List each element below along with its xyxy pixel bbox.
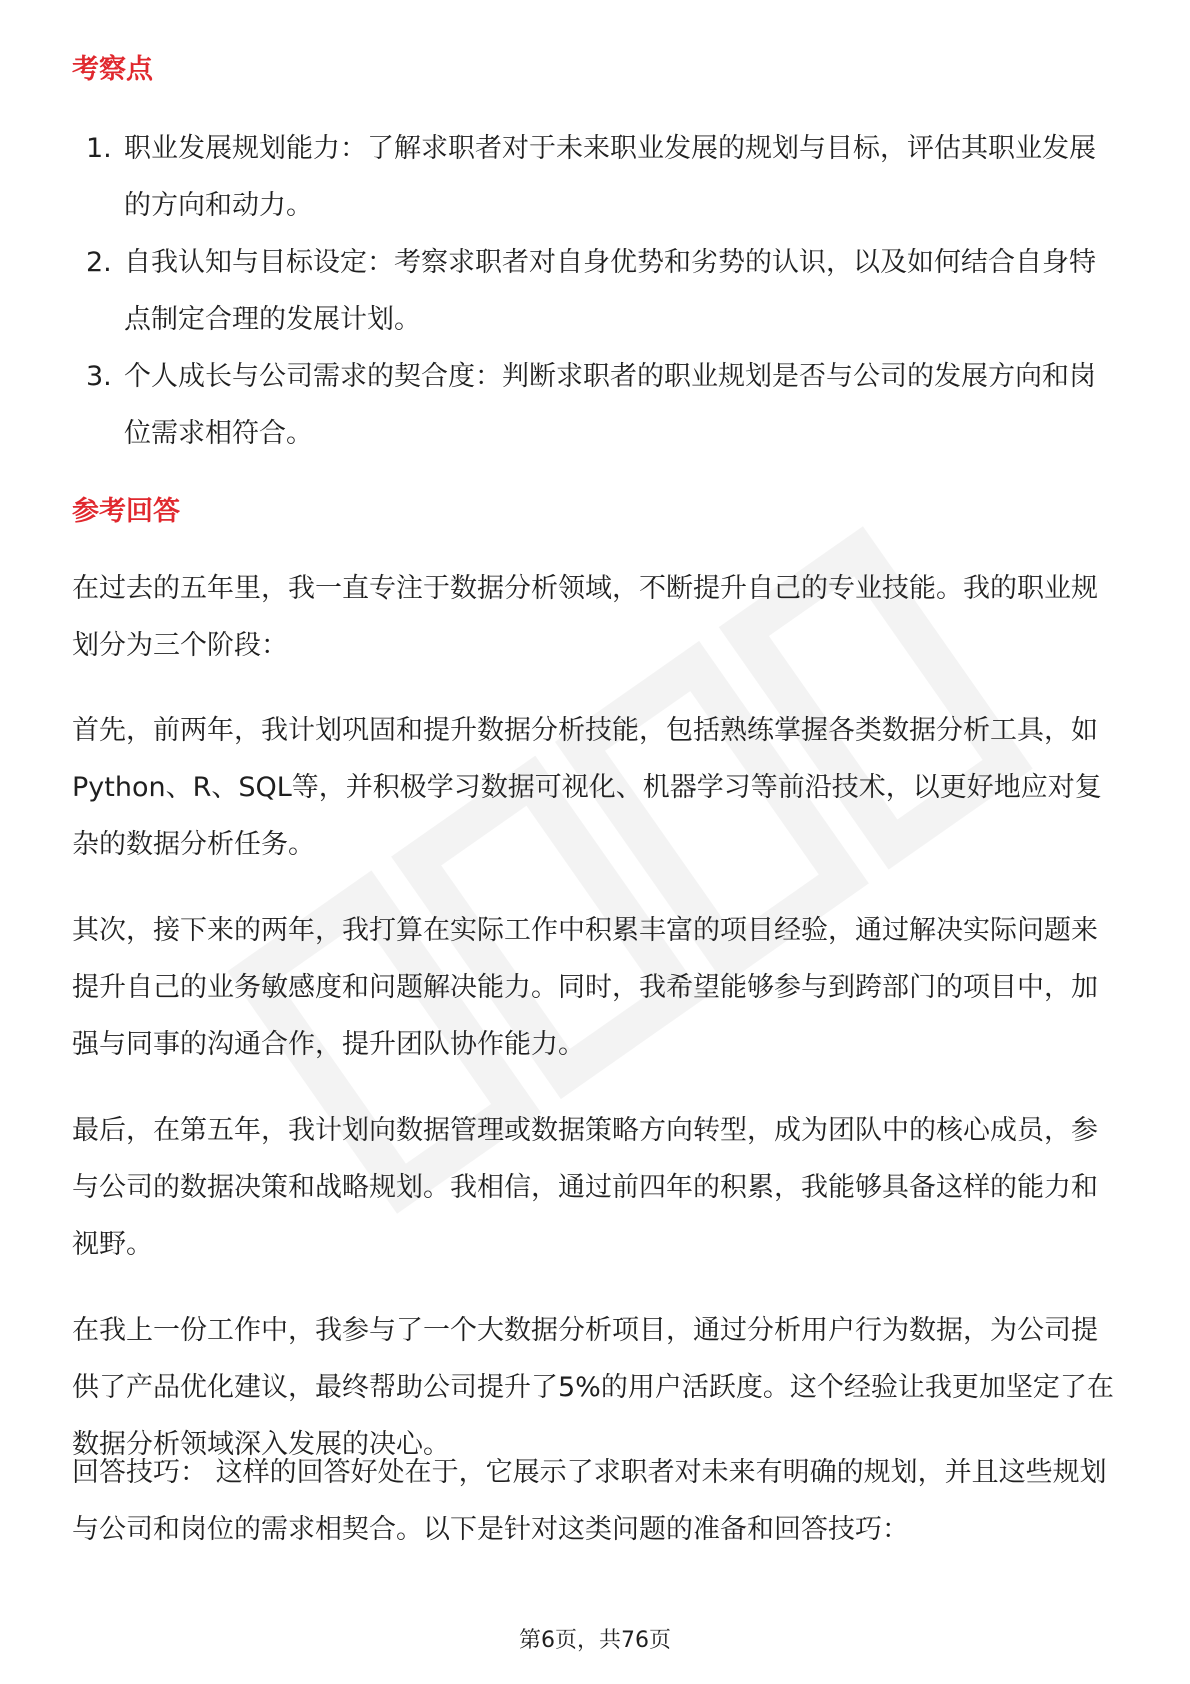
list-item-number: 2. <box>86 247 112 278</box>
list-item <box>72 348 1122 462</box>
answer-paragraph: 在过去的五年里，我一直专注于数据分析领域，不断提升自己的专业技能。我的职业规划分为三个阶段： <box>72 573 1098 661</box>
answer-paragraph: 首先，前两年，我计划巩固和提升数据分析技能，包括熟练掌握各类数据分析工具，如Python、R、SQL等，并积极学习数据可视化、机器学习等前沿技术，以更好地应对复杂的数据分析任务。 <box>72 715 1102 860</box>
answer-paragraph: 最后，在第五年，我计划向数据管理或数据策略方向转型，成为团队中的核心成员，参与公司的数据决策和战略规划。我相信，通过前四年的积累，我能够具备这样的能力和视野。 <box>72 1115 1098 1260</box>
page-number: 第6页，共76页 <box>519 1628 671 1653</box>
section-title-reference-answer: 参考回答 <box>72 496 180 527</box>
list-item-text: 职业发展规划能力：了解求职者对于未来职业发展的规划与目标，评估其职业发展的方向和动力。 <box>124 133 1096 221</box>
section-title-exam-points: 考察点 <box>72 54 153 85</box>
list-item-text: 自我认知与目标设定：考察求职者对自身优势和劣势的认识，以及如何结合自身特点制定合理的发展计划。 <box>124 247 1096 335</box>
exam-points-list <box>72 120 1122 462</box>
list-item-number: 3. <box>86 361 112 392</box>
answer-paragraph: 其次，接下来的两年，我打算在实际工作中积累丰富的项目经验，通过解决实际问题来提升自己的业务敏感度和问题解决能力。同时，我希望能够参与到跨部门的项目中，加强与同事的沟通合作，提升团队协作能力。 <box>72 915 1098 1060</box>
answer-paragraph: 在我上一份工作中，我参与了一个大数据分析项目，通过分析用户行为数据，为公司提供了产品优化建议，最终帮助公司提升了5%的用户活跃度。这个经验让我更加坚定了在数据分析领域深入发展的决心。 <box>72 1315 1114 1460</box>
list-item-number: 1. <box>86 133 112 164</box>
answer-tips-paragraph: 回答技巧： 这样的回答好处在于，它展示了求职者对未来有明确的规划，并且这些规划与公司和岗位的需求相契合。以下是针对这类问题的准备和回答技巧： <box>72 1457 1107 1545</box>
list-item <box>72 234 1122 348</box>
list-item-text: 个人成长与公司需求的契合度：判断求职者的职业规划是否与公司的发展方向和岗位需求相符合。 <box>124 361 1096 449</box>
list-item <box>72 120 1122 234</box>
